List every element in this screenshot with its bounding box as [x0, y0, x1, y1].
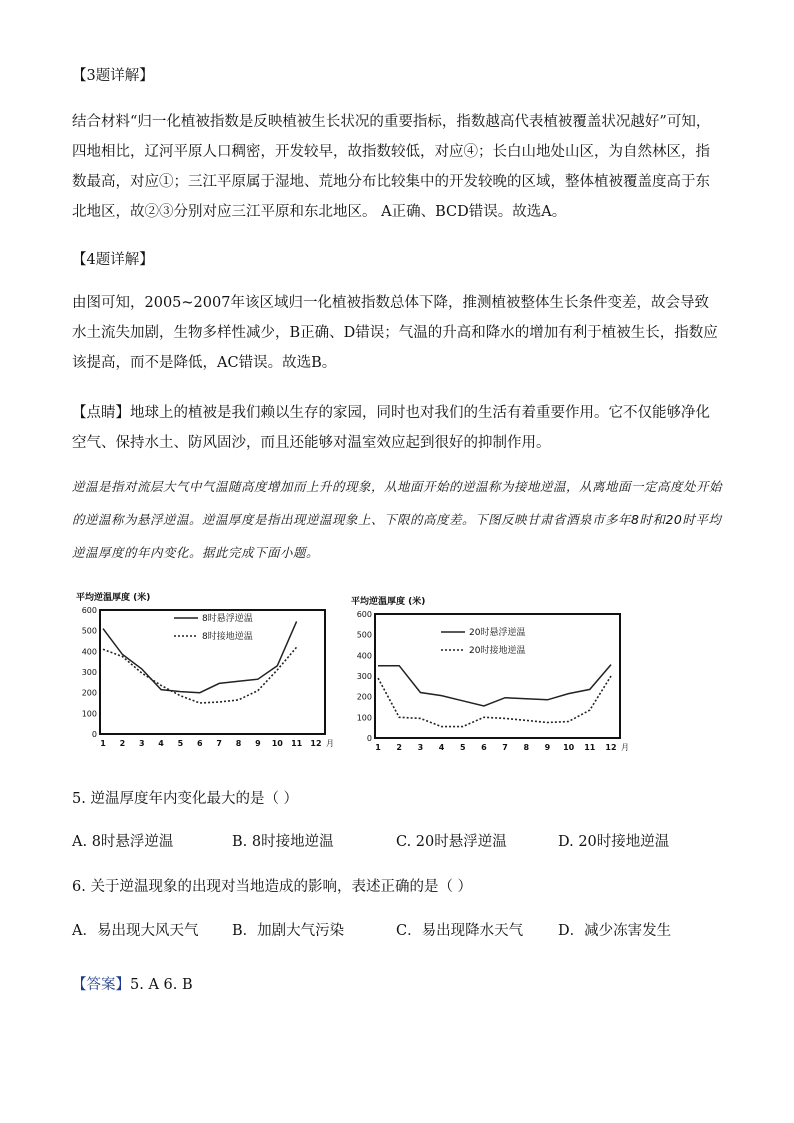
x-tick-label: 7 — [216, 739, 222, 748]
x-tick-label: 10 — [563, 743, 575, 752]
x-unit-label: 月 — [621, 743, 629, 752]
q6-option-a: A．易出现大风天气 — [72, 923, 199, 939]
answer-values: 5. A 6. B — [130, 977, 193, 993]
x-tick-label: 5 — [459, 743, 466, 752]
dianjing-paragraph — [72, 398, 722, 458]
x-tick-label: 4 — [438, 743, 445, 752]
y-tick-label: 0 — [91, 730, 97, 739]
dianjing-header: 【点睛】 — [72, 405, 130, 421]
x-tick-label: 3 — [138, 739, 145, 748]
q3-explanation: 结合材料“归一化植被指数是反映植被生长状况的重要指标，指数越高代表植被覆盖状况越好”可知，四地相比，辽河平原人口稠密，开发较早，故指数较低，对应④；长白山地处山区，为自然林区，指数最高，对应①；三江平原属于湿地、荒地分布比较集中的开发较晚的区域，整体植被覆盖度高于东北地区，故②③分别对应三江平原和东北地区。 A正确、BCD错误。故选A。 — [72, 114, 711, 220]
q5-option-c: C. 20时悬浮逆温 — [396, 834, 507, 850]
series-line-1 — [378, 665, 611, 706]
y-tick-label: 600 — [81, 606, 97, 615]
x-tick-label: 6 — [481, 743, 487, 752]
x-tick-label: 9 — [255, 739, 261, 748]
y-tick-label: 200 — [81, 688, 97, 698]
x-tick-label: 8 — [235, 739, 242, 748]
legend-label-1: 20时悬浮逆温 — [469, 628, 526, 638]
answer-line — [72, 973, 193, 994]
x-tick-label: 12 — [310, 739, 322, 748]
series-line-2 — [103, 647, 297, 703]
x-tick-label: 10 — [271, 739, 283, 748]
chart-8h-inversion — [70, 588, 332, 758]
legend-label-2: 8时接地逆温 — [202, 632, 253, 642]
inversion-intro: 逆温是指对流层大气中气温随高度增加而上升的现象，从地面开始的逆温称为接地逆温，从离地面一定高度处开始的逆温称为悬浮逆温。逆温厚度是指出现逆温现象上、下限的高度差。下图反映甘肃省酒泉市多年8时和20时平均逆温厚度的年内变化。据此完成下面小题。 — [72, 479, 723, 560]
y-axis-label: 平均逆温厚度 (米) — [351, 597, 426, 607]
q6-option-d: D．减少冻害发生 — [558, 923, 672, 939]
y-tick-label: 400 — [81, 647, 97, 657]
q4-header: 【4题详解】 — [72, 252, 154, 268]
y-tick-label: 400 — [356, 651, 372, 661]
x-tick-label: 8 — [523, 743, 530, 752]
y-tick-label: 300 — [356, 672, 372, 681]
y-axis-label: 平均逆温厚度 (米) — [76, 593, 151, 603]
q5-option-d: D. 20时接地逆温 — [558, 834, 670, 850]
y-tick-label: 500 — [81, 626, 97, 636]
x-tick-label: 1 — [375, 743, 381, 752]
q6-option-c: C．易出现降水天气 — [396, 923, 524, 939]
y-tick-label: 200 — [356, 692, 372, 702]
legend-label-2: 20时接地逆温 — [469, 646, 526, 656]
x-tick-label: 9 — [544, 743, 551, 752]
question-6-stem: 6. 关于逆温现象的出现对当地造成的影响，表述正确的是（ ） — [72, 879, 473, 895]
y-tick-label: 0 — [366, 734, 372, 743]
chart-20h-inversion — [345, 592, 627, 758]
x-unit-label: 月 — [326, 739, 334, 748]
q5-option-b: B. 8时接地逆温 — [232, 834, 334, 850]
x-tick-label: 12 — [605, 743, 617, 752]
question-5-stem: 5. 逆温厚度年内变化最大的是（ ） — [72, 791, 299, 807]
x-tick-label: 11 — [584, 743, 596, 752]
q3-header: 【3题详解】 — [72, 68, 154, 84]
x-tick-label: 2 — [119, 739, 126, 748]
y-tick-label: 600 — [356, 610, 372, 619]
dianjing-text: 地球上的植被是我们赖以生存的家园，同时也对我们的生活有着重要作用。它不仅能够净化空气、保持水土、防风固沙，而且还能够对温室效应起到很好的抑制作用。 — [72, 405, 710, 451]
x-tick-label: 11 — [291, 739, 303, 748]
legend-label-1: 8时悬浮逆温 — [202, 614, 253, 624]
series-line-1 — [103, 621, 297, 692]
q6-option-b: B．加剧大气污染 — [232, 923, 345, 939]
x-tick-label: 5 — [177, 739, 184, 748]
q5-option-a: A. 8时悬浮逆温 — [72, 834, 174, 850]
plot-frame — [100, 610, 325, 734]
y-tick-label: 300 — [81, 668, 97, 677]
x-tick-label: 7 — [502, 743, 508, 752]
x-tick-label: 6 — [197, 739, 203, 748]
x-tick-label: 2 — [396, 743, 402, 752]
y-tick-label: 500 — [356, 630, 372, 640]
q4-explanation: 由图可知，2005~2007年该区域归一化植被指数总体下降，推测植被整体生长条件变差，故会导致水土流失加剧，生物多样性减少，B正确、D错误；气温的升高和降水的增加有利于植被生长，指数应该提高，而不是降低，AC错误。故选B。 — [72, 295, 718, 371]
y-tick-label: 100 — [81, 709, 97, 719]
answer-label: 【答案】 — [72, 977, 130, 993]
y-tick-label: 100 — [356, 713, 372, 723]
x-tick-label: 1 — [100, 739, 106, 748]
x-tick-label: 4 — [158, 739, 164, 748]
x-tick-label: 3 — [417, 743, 424, 752]
